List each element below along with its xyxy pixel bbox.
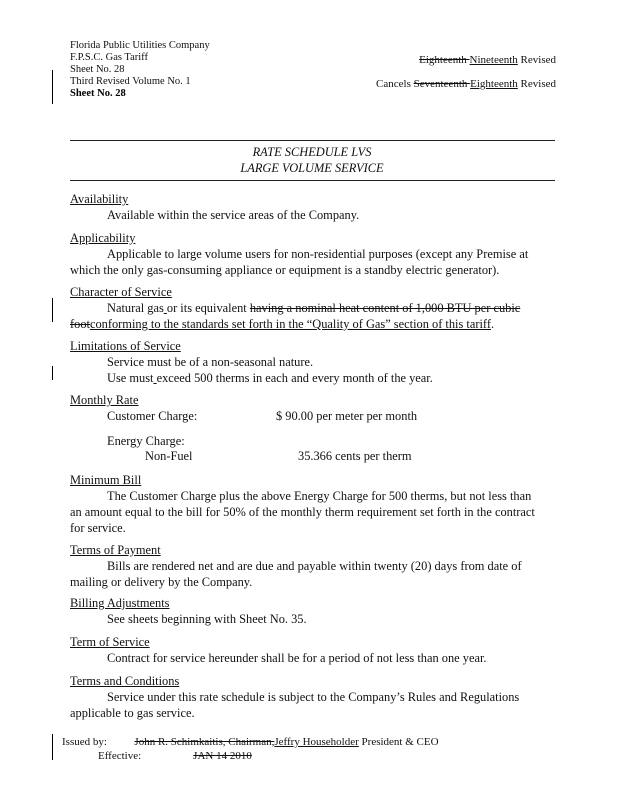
inserted-text: conforming to the standards set forth in the “Quality of Gas” section of this tariff	[89, 317, 491, 331]
issued-by-label: Issued by:	[62, 736, 107, 748]
cancels-struck: Seventeenth	[413, 78, 471, 90]
section-applicability: Applicability Applicable to large volume users for non-residential purposes (except any Premise at which the only gas-consuming appliance or equipment is a standby electric generator).	[70, 230, 558, 278]
section-terms-of-payment: Terms of Payment Bills are rendered net and are due and payable within twenty (20) days from date of mailing or delivery by the Company.	[70, 542, 558, 590]
sheet-number: Sheet No. 28	[70, 64, 125, 75]
issuer-inserted: Jeffry Householder	[274, 736, 359, 748]
revision-bar-footer	[52, 734, 53, 760]
section-character-of-service: Character of Service Natural gas or its equivalent having a nominal heat content of 1,000 BTU per cubic footconforming to the standards set forth in the “Quality of Gas” section of this tariff.	[70, 284, 558, 332]
section-heading: Minimum Bill	[70, 473, 142, 487]
customer-charge-value: $ 90.00 per meter per month	[276, 409, 418, 423]
revision-bar-character	[52, 298, 53, 322]
company-name: Florida Public Utilities Company	[70, 40, 210, 51]
customer-charge-label: Customer Charge:	[107, 409, 198, 423]
effective-date-struck: JAN 14 2010	[193, 750, 252, 762]
schedule-subtitle: LARGE VOLUME SERVICE	[240, 161, 384, 175]
volume-number: Third Revised Volume No. 1	[70, 76, 191, 87]
section-heading: Terms of Payment	[70, 543, 161, 557]
revision-struck: Eighteenth	[419, 54, 470, 66]
section-heading: Billing Adjustments	[70, 596, 170, 610]
section-heading: Terms and Conditions	[70, 674, 180, 688]
effective-line	[98, 750, 252, 762]
revision-bar-header	[52, 70, 53, 104]
section-heading: Applicability	[70, 231, 136, 245]
section-minimum-bill: Minimum Bill The Customer Charge plus the above Energy Charge for 500 therms, but not less than an amount equal to the bill for 50% of the monthly therm requirement set forth in the contract for service.	[70, 472, 558, 536]
header-rule-top	[70, 140, 555, 141]
section-heading: Character of Service	[70, 285, 172, 299]
effective-label: Effective:	[98, 750, 142, 762]
issuer-struck: John R. Schimkaitis, Chairman,	[134, 736, 275, 748]
section-limitations: Limitations of Service Service must be of a non-seasonal nature. Use must exceed 500 therms in each and every month of the year.	[70, 338, 558, 386]
issued-by-line: Issued by: John R. Schimkaitis, Chairman,Jeffry Householder President & CEO	[62, 736, 439, 748]
header-rule-bottom	[70, 180, 555, 181]
section-heading: Term of Service	[70, 635, 150, 649]
revision-inserted: Nineteenth	[469, 54, 518, 66]
struck-text: having a nominal heat content of 1,000 BTU per cubic	[249, 301, 521, 315]
revision-bar-limitations	[52, 366, 53, 380]
sheet-number-bold: Sheet No. 28	[70, 88, 126, 99]
tariff-name: F.P.S.C. Gas Tariff	[70, 52, 148, 63]
energy-charge-label: Energy Charge:	[107, 434, 185, 448]
section-availability: Availability Available within the service areas of the Company.	[70, 191, 558, 223]
cancels-inserted: Eighteenth	[470, 78, 518, 90]
section-billing-adjustments: Billing Adjustments See sheets beginning with Sheet No. 35.	[70, 595, 558, 627]
section-term-of-service: Term of Service Contract for service hereunder shall be for a period of not less than one year.	[70, 634, 558, 666]
non-fuel-value: 35.366 cents per therm	[298, 449, 412, 463]
section-monthly-rate	[70, 392, 558, 408]
section-terms-and-conditions: Terms and Conditions Service under this rate schedule is subject to the Company’s Rules and Regulations applicable to gas service.	[70, 673, 558, 721]
schedule-title: RATE SCHEDULE LVS	[252, 145, 372, 159]
non-fuel-label: Non-Fuel	[145, 449, 193, 463]
section-heading: Monthly Rate	[70, 393, 139, 407]
section-heading: Availability	[70, 192, 129, 206]
cancels-line: Cancels Seventeenth Eighteenth Revised	[376, 78, 556, 90]
struck-text: foot	[70, 317, 90, 331]
section-heading: Limitations of Service	[70, 339, 181, 353]
revision-line: Eighteenth Nineteenth Revised	[419, 54, 556, 66]
header-left	[70, 40, 210, 100]
